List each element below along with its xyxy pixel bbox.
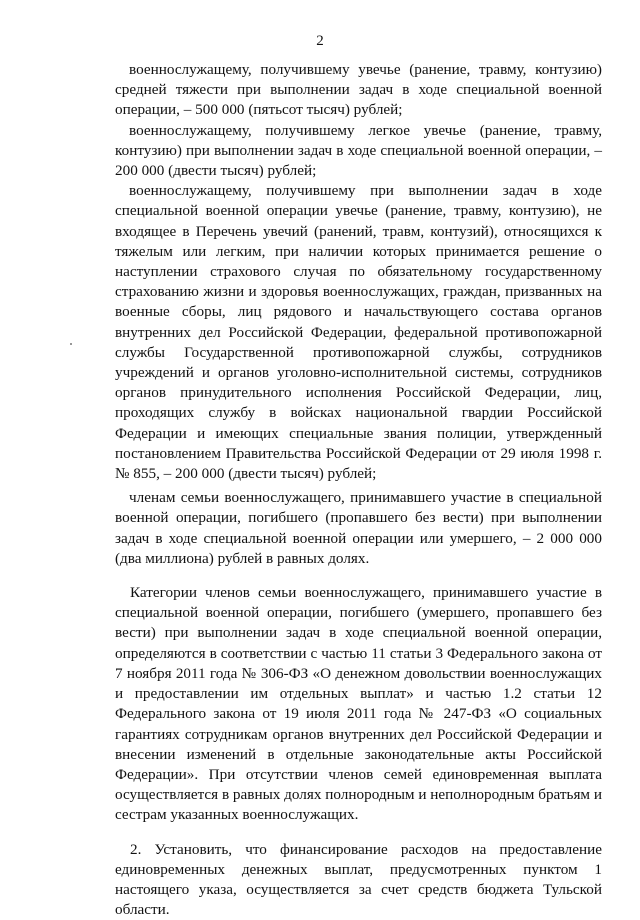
paragraph-family-members: членам семьи военнослужащего, принимавшего участие в специальной военной операции, погибшего (пропавшего без вести) при выполнении задач в ходе специальной военной операции или умершего, – 2 000 000 (два миллиона) рублей в равных долях. [115, 489, 602, 567]
margin-mark [70, 343, 72, 345]
page-number: 2 [316, 33, 324, 49]
document-body [115, 60, 602, 920]
paragraph-medium-injury: военнослужащему, получившему увечье (ранение, травму, контузию) средней тяжести при выполнении задач в ходе специальной военной операции, – 500 000 (пятьсот тысяч) рублей; [115, 61, 602, 119]
paragraph-light-injury: военнослужащему, получившему легкое увечье (ранение, травму, контузию) при выполнении задач в ходе специальной военной операции, – 200 000 (двести тысяч) рублей; [115, 121, 602, 180]
paragraph-family-categories: Категории членов семьи военнослужащего, принимавшего участие в специальной военной операции, погибшего (умершего, пропавшего без вести) при выполнении задач в ходе специальной военной операции, определяются в соответствии с частью 11 статьи 3 Федерального закона от 7 ноября 2011 года № 306-ФЗ «О денежном довольствии военнослужащих и предоставлении им отдельных выплат» и частью 1.2 статьи 12 Федерального закона от 19 июля 2011 года № 247-ФЗ «О социальных гарантиях сотрудникам органов внутренних дел Российской Федерации и внесении изменений в отдельные законодательные акты Российской Федерации». При отсутствии членов семей единовременная выплата осуществляется в равных долях полнородным и неполнородным братьям и сестрам указанных военнослужащих. [115, 584, 602, 824]
paragraph-other-injury: военнослужащему, получившему при выполнении задач в ходе специальной военной операции увечье (ранение, травму, контузию), не входящее в Перечень увечий (ранений, травм, контузий), относящихся к тяжелым или легким, при наличии которых принимается решение о наступлении страхового случая по обязательному государственному страхованию жизни и здоровья военнослужащих, граждан, призванных на военные сборы, лиц рядового и начальствующего состава органов внутренних дел Российской Федерации, федеральной противопожарной службы Государственной противопожарной службы, сотрудников учреждений и органов уголовно-исполнительной системы, сотрудников органов принудительного исполнения Российской Федерации, лиц, проходящих службу в войсках национальной гвардии Российской Федерации и имеющих специальные звания полиции, утвержденный постановлением Правительства Российской Федерации от 29 июля 1998 г. № 855, – 200 000 (двести тысяч) рублей; [115, 182, 602, 483]
paragraph-financing: 2. Установить, что финансирование расходов на предоставление единовременных денежных выплат, предусмотренных пунктом 1 настоящего указа, осуществляется за счет средств бюджета Тульской области. [115, 840, 602, 919]
